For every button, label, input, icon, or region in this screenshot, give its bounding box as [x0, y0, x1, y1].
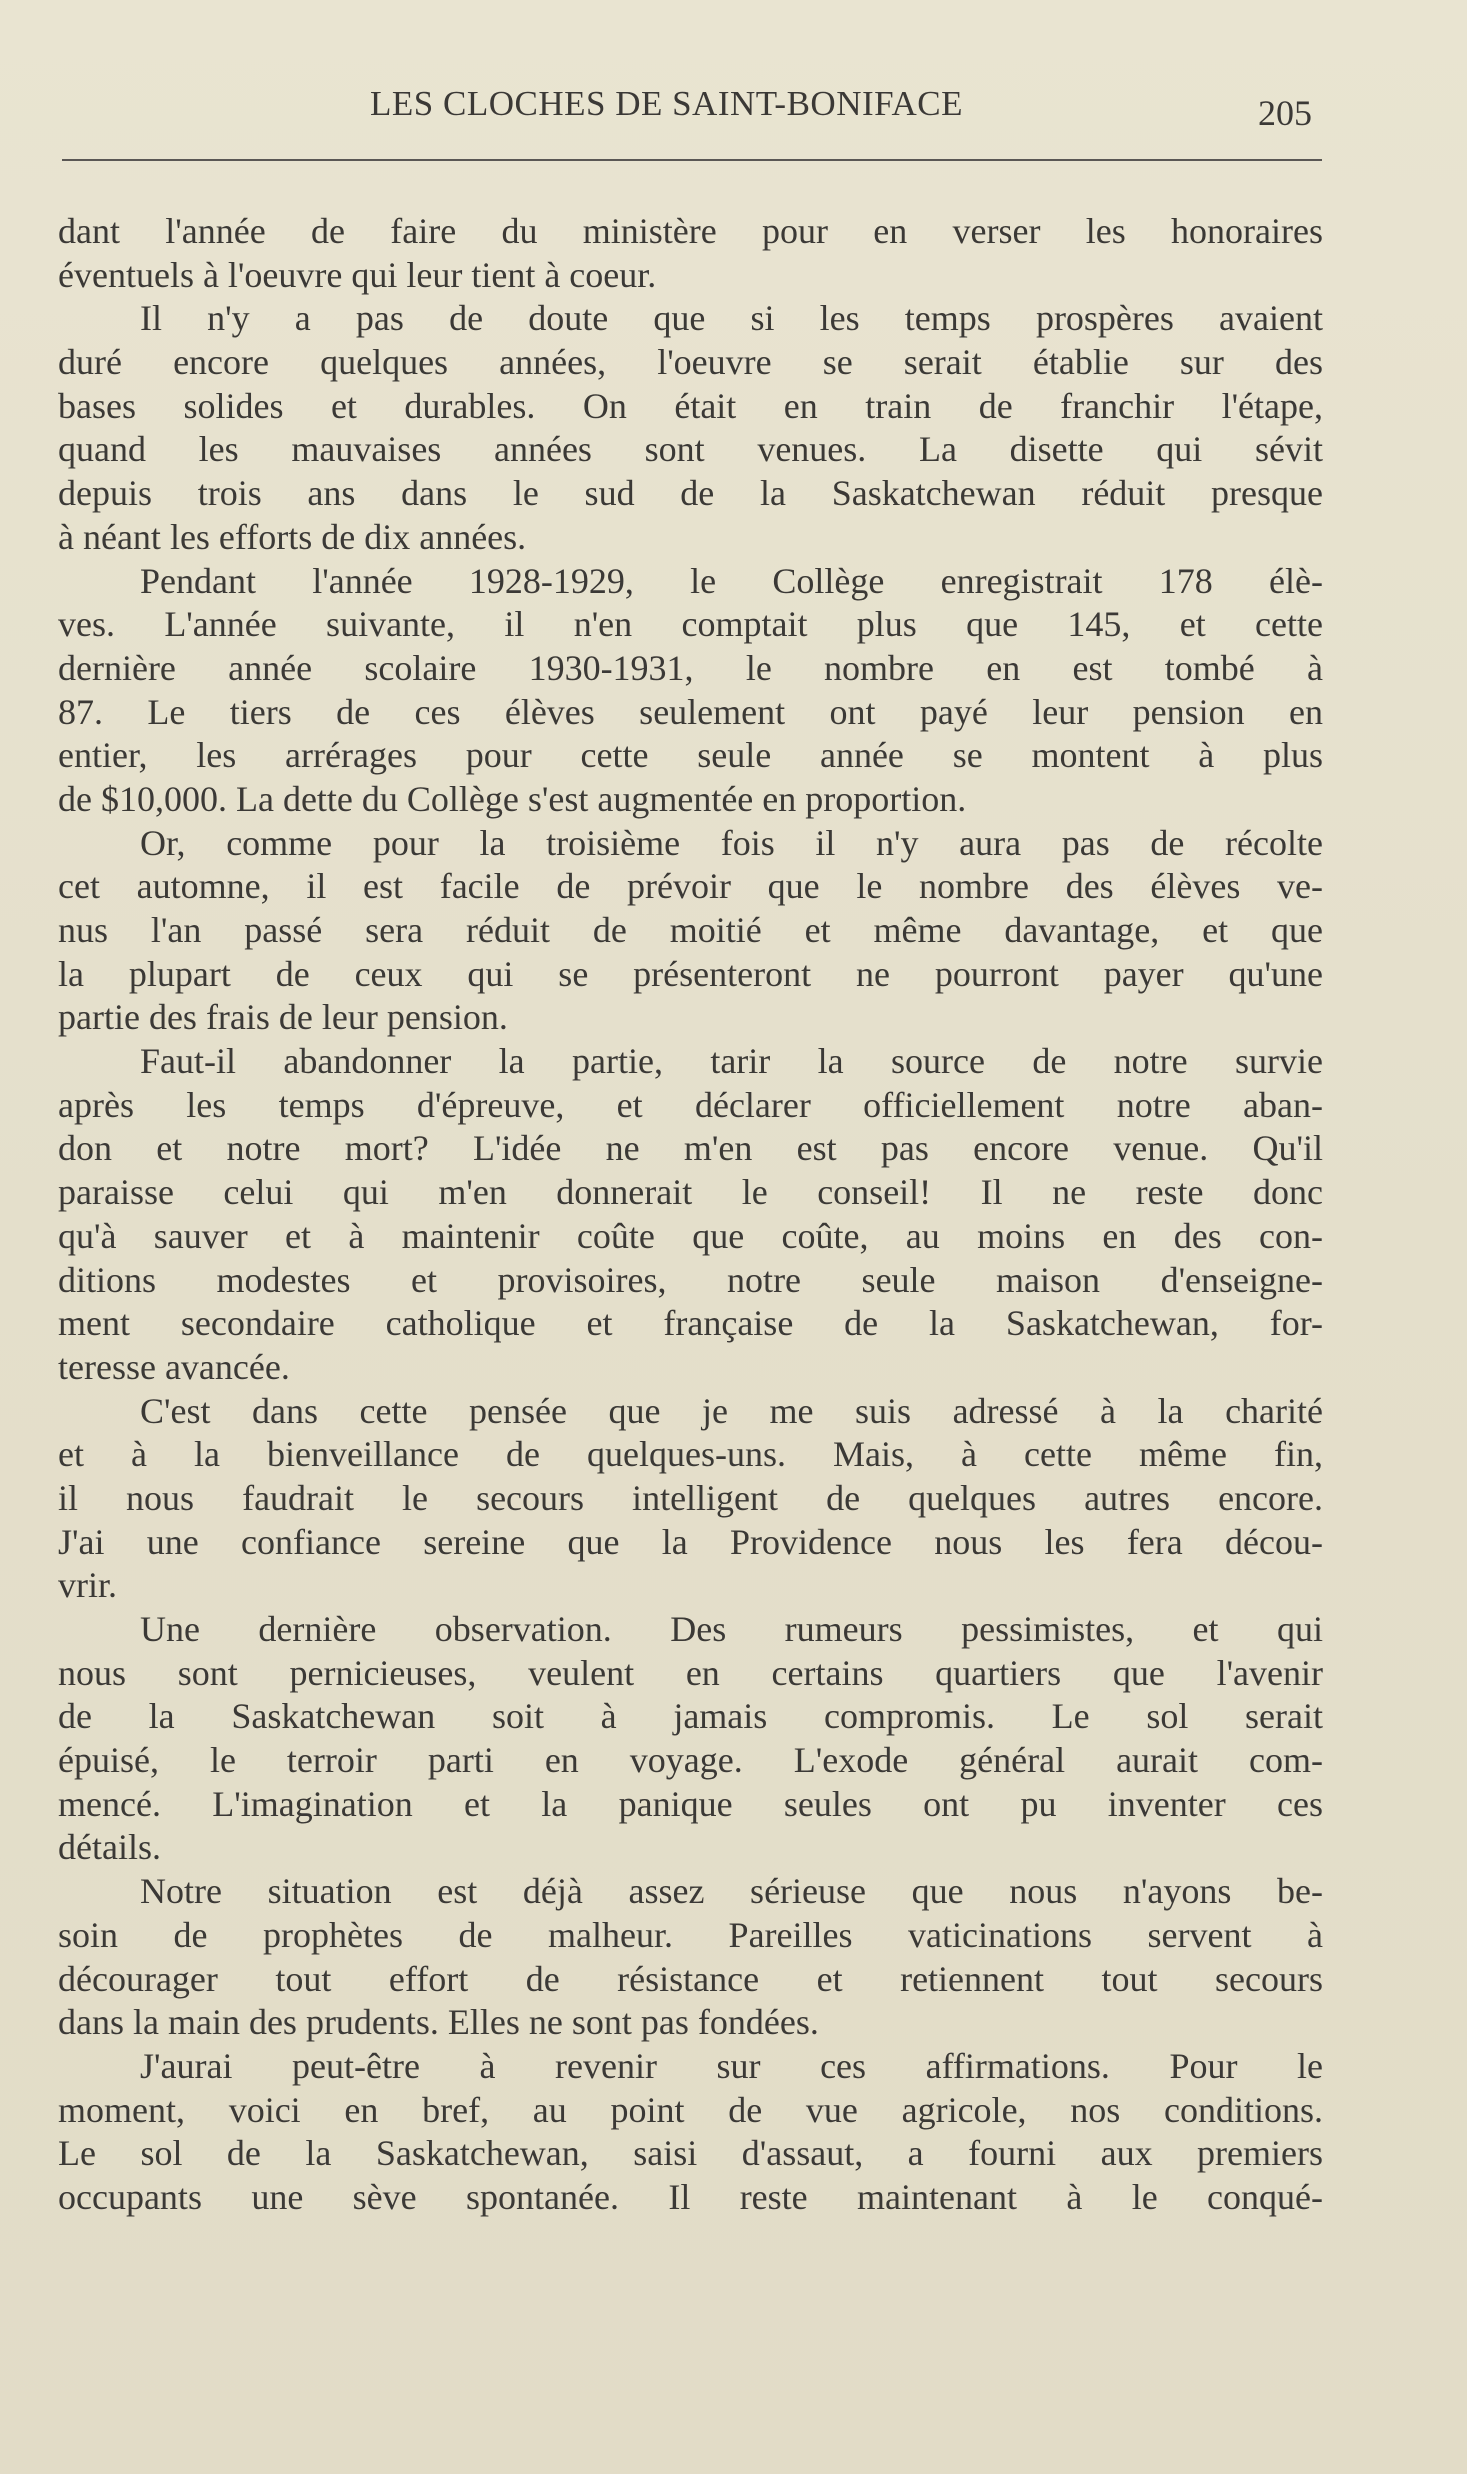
- text-line: cet automne, il est facile de prévoir que le nombre des élèves ve-: [58, 866, 1323, 907]
- text-line: Faut-il abandonner la partie, tarir la source de notre survie: [140, 1041, 1323, 1082]
- text-line: duré encore quelques années, l'oeuvre se serait établie sur des: [58, 342, 1323, 383]
- text-line: J'aurai peut-être à revenir sur ces affirmations. Pour le: [140, 2045, 1323, 2086]
- running-header: [0, 80, 1467, 133]
- text-line: détails.: [58, 1827, 161, 1868]
- text-line: mencé. L'imagination et la panique seules ont pu inventer ces: [58, 1783, 1323, 1824]
- text-line: dernière année scolaire 1930-1931, le nombre en est tombé à: [58, 647, 1323, 688]
- text-line: ves. L'année suivante, il n'en comptait plus que 145, et cette: [58, 604, 1323, 645]
- text-line: quand les mauvaises années sont venues. La disette qui sévit: [58, 429, 1323, 470]
- text-line: C'est dans cette pensée que je me suis adressé à la charité: [140, 1390, 1323, 1431]
- text-line: Le sol de la Saskatchewan, saisi d'assaut, a fourni aux premiers: [58, 2133, 1323, 2174]
- text-line: la plupart de ceux qui se présenteront ne pourront payer qu'une: [58, 953, 1323, 994]
- text-line: décourager tout effort de résistance et retiennent tout secours: [58, 1958, 1323, 1999]
- text-line: don et notre mort? L'idée ne m'en est pas encore venue. Qu'il: [58, 1128, 1323, 1169]
- text-line: occupants une sève spontanée. Il reste maintenant à le conqué-: [58, 2176, 1323, 2217]
- text-line: vrir.: [58, 1565, 117, 1606]
- text-line: bases solides et durables. On était en train de franchir l'étape,: [58, 385, 1323, 426]
- text-line: paraisse celui qui m'en donnerait le conseil! Il ne reste donc: [58, 1172, 1323, 1213]
- text-line: après les temps d'épreuve, et déclarer officiellement notre aban-: [58, 1084, 1323, 1125]
- text-line: dans la main des prudents. Elles ne sont pas fondées.: [58, 2002, 819, 2043]
- text-line: nous sont pernicieuses, veulent en certains quartiers que l'avenir: [58, 1652, 1323, 1693]
- text-line: partie des frais de leur pension.: [58, 997, 508, 1038]
- text-line: à néant les efforts de dix années.: [58, 516, 527, 557]
- text-line: épuisé, le terroir parti en voyage. L'exode général aurait com-: [58, 1740, 1323, 1781]
- text-line: entier, les arrérages pour cette seule année se montent à plus: [58, 735, 1323, 776]
- header-rule: [62, 159, 1322, 161]
- text-line: qu'à sauver et à maintenir coûte que coûte, au moins en des con-: [58, 1215, 1323, 1256]
- running-title: LES CLOCHES DE SAINT-BONIFACE: [370, 84, 964, 123]
- text-line: ment secondaire catholique et française de la Saskatchewan, for-: [58, 1303, 1323, 1344]
- page-number: 205: [1258, 93, 1312, 133]
- body-text: [58, 210, 1323, 2220]
- text-line: éventuels à l'oeuvre qui leur tient à coeur.: [58, 254, 657, 295]
- text-line: Pendant l'année 1928-1929, le Collège enregistrait 178 élè-: [140, 560, 1323, 601]
- text-line: dant l'année de faire du ministère pour en verser les honoraires: [58, 211, 1323, 251]
- text-line: Une dernière observation. Des rumeurs pessimistes, et qui: [140, 1609, 1323, 1649]
- text-line: Or, comme pour la troisième fois il n'y aura pas de récolte: [140, 822, 1323, 863]
- text-line: moment, voici en bref, au point de vue agricole, nos conditions.: [58, 2089, 1323, 2130]
- text-line: de $10,000. La dette du Collège s'est augmentée en proportion.: [58, 778, 967, 819]
- text-line: 87. Le tiers de ces élèves seulement ont payé leur pension en: [58, 691, 1323, 732]
- text-line: ditions modestes et provisoires, notre seule maison d'enseigne-: [58, 1259, 1323, 1300]
- text-line: il nous faudrait le secours intelligent de quelques autres encore.: [58, 1477, 1323, 1518]
- text-line: J'ai une confiance sereine que la Providence nous les fera décou-: [58, 1521, 1323, 1562]
- text-line: soin de prophètes de malheur. Pareilles vaticinations servent à: [58, 1914, 1323, 1955]
- text-line: nus l'an passé sera réduit de moitié et même davantage, et que: [58, 910, 1323, 950]
- text-line: Il n'y a pas de doute que si les temps prospères avaient: [140, 298, 1323, 339]
- text-line: teresse avancée.: [58, 1346, 290, 1387]
- text-line: depuis trois ans dans le sud de la Saskatchewan réduit presque: [58, 473, 1323, 514]
- text-line: et à la bienveillance de quelques-uns. Mais, à cette même fin,: [58, 1434, 1323, 1475]
- text-line: de la Saskatchewan soit à jamais compromis. Le sol serait: [58, 1696, 1323, 1737]
- text-line: Notre situation est déjà assez sérieuse que nous n'ayons be-: [140, 1871, 1323, 1912]
